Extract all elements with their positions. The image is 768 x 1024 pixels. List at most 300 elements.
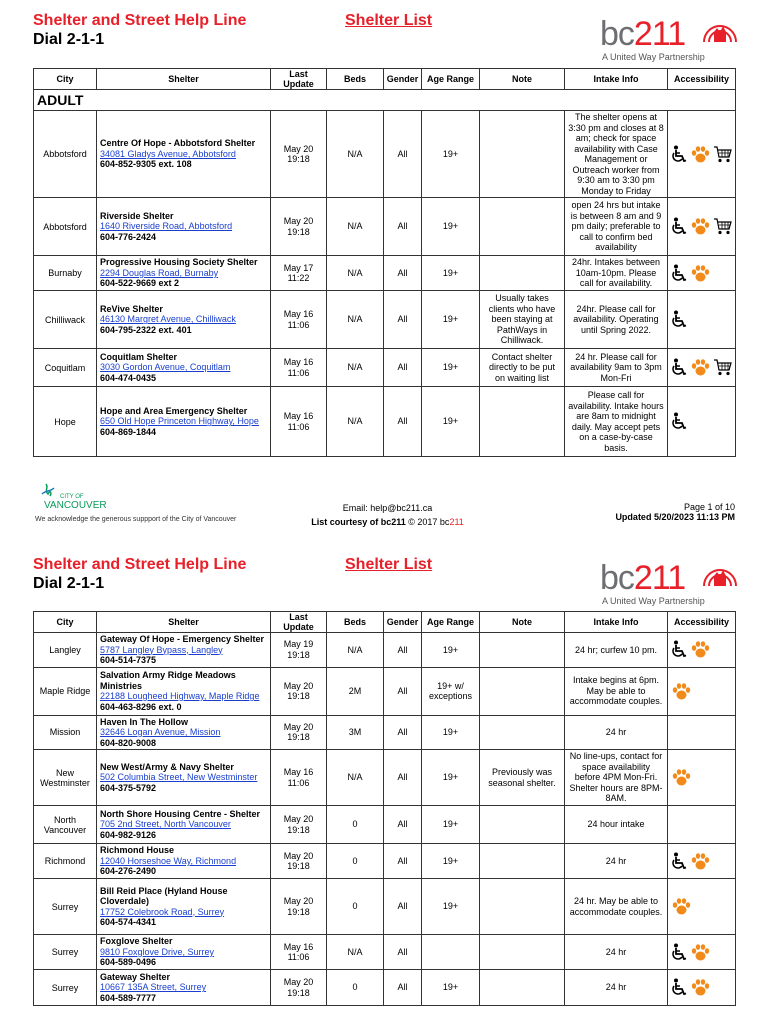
cell-last-update xyxy=(271,291,327,349)
update-date: May 20 xyxy=(283,814,314,824)
cell-last-update xyxy=(271,349,327,387)
cell-intake-info: The shelter opens at 3:30 pm and closes at 8 am; check for space availability with Case Management or Outreach worker from 9:30 am to 3:30 pm Monday to Friday xyxy=(565,111,668,198)
update-date: May 20 xyxy=(283,896,314,906)
shelter-name: Centre Of Hope - Abbotsford Shelter xyxy=(100,138,256,149)
update-time: 19:18 xyxy=(287,861,310,871)
header-dial: Dial 2-1-1 xyxy=(33,31,105,48)
shelter-address-link[interactable]: 10667 135A Street, Surrey xyxy=(100,982,207,993)
cart-icon xyxy=(713,358,732,377)
cell-city: Surrey xyxy=(34,935,97,970)
cell-beds: N/A xyxy=(327,198,384,256)
cell-note xyxy=(480,667,565,715)
update-date: May 16 xyxy=(283,941,314,952)
shelter-address-link[interactable]: 705 2nd Street, North Vancouver xyxy=(100,819,231,830)
shelter-list-link[interactable]: Shelter List xyxy=(345,556,433,573)
cell-city: Surrey xyxy=(34,970,97,1006)
cell-age-range: 19+ xyxy=(422,633,480,668)
wheelchair-icon xyxy=(671,310,688,329)
logo-subtitle: A United Way Partnership xyxy=(602,52,705,62)
cell-last-update xyxy=(271,970,327,1006)
cell-city: Langley xyxy=(34,633,97,668)
cart-icon xyxy=(713,217,732,236)
shelter-name: Riverside Shelter xyxy=(100,210,174,221)
cell-beds: 0 xyxy=(327,844,384,879)
update-time: 19:18 xyxy=(287,824,310,835)
table-row xyxy=(34,879,736,935)
shelter-phone: 604-375-5792 xyxy=(100,782,157,793)
cart-icon xyxy=(713,145,732,164)
col-accessibility: Accessibility xyxy=(668,69,736,90)
shelter-phone: 604-820-9008 xyxy=(100,737,157,748)
cell-intake-info: 24 hr. May be able to accommodate couples. xyxy=(565,879,668,935)
cell-accessibility xyxy=(668,667,736,715)
cell-age-range: 19+ xyxy=(422,256,480,291)
table-row xyxy=(34,970,736,1006)
shelter-address-link[interactable]: 5787 Langley Bypass, Langley xyxy=(100,644,223,655)
col-beds: Beds xyxy=(327,612,384,633)
cell-note xyxy=(480,198,565,256)
cell-age-range: 19+ xyxy=(422,715,480,750)
cell-shelter xyxy=(97,633,271,668)
section-row-adult xyxy=(34,90,736,111)
cell-shelter xyxy=(97,970,271,1006)
header-title: Shelter and Street Help Line xyxy=(33,12,247,29)
wheelchair-icon xyxy=(671,264,688,283)
cell-shelter xyxy=(97,387,271,457)
cell-note xyxy=(480,715,565,750)
cell-accessibility xyxy=(668,935,736,970)
cell-last-update xyxy=(271,715,327,750)
cell-intake-info: 24 hr; curfew 10 pm. xyxy=(565,633,668,668)
cell-shelter xyxy=(97,806,271,844)
update-date: May 16 xyxy=(283,411,314,421)
table-row xyxy=(34,667,736,715)
shelter-name: Progressive Housing Society Shelter xyxy=(100,257,258,268)
cell-beds: N/A xyxy=(327,935,384,970)
cell-shelter xyxy=(97,111,271,198)
update-time: 11:06 xyxy=(287,421,310,432)
wheelchair-icon xyxy=(671,217,688,236)
cell-note xyxy=(480,111,565,198)
cell-beds: N/A xyxy=(327,349,384,387)
cell-gender: All xyxy=(384,111,422,198)
cell-city: Maple Ridge xyxy=(34,667,97,715)
cell-shelter xyxy=(97,844,271,879)
update-date: May 20 xyxy=(283,143,314,154)
logo-num-text: 211 xyxy=(633,559,686,597)
update-date: May 16 xyxy=(283,767,314,777)
shelter-address-link[interactable]: 34081 Gladys Avenue, Abbotsford xyxy=(100,148,236,159)
cell-note xyxy=(480,935,565,970)
update-date: May 19 xyxy=(283,639,314,650)
update-time: 19:18 xyxy=(287,691,310,701)
update-time: 19:18 xyxy=(287,649,310,660)
cell-last-update xyxy=(271,633,327,668)
cov-city-text: CITY OF xyxy=(60,494,84,500)
cell-city: Mission xyxy=(34,715,97,750)
table-row xyxy=(34,844,736,879)
cell-last-update xyxy=(271,806,327,844)
cell-note: Usually takes clients who have been staying at PathWays in Chilliwack. xyxy=(480,291,565,349)
footer-contact xyxy=(300,503,475,527)
update-time: 19:18 xyxy=(287,226,310,237)
paw-icon xyxy=(671,768,692,787)
shelter-phone: 604-776-2424 xyxy=(100,231,157,242)
shelter-phone: 604-514-7375 xyxy=(100,655,157,665)
shelter-address-link[interactable]: 12040 Horseshoe Way, Richmond xyxy=(100,855,237,866)
update-time: 11:06 xyxy=(287,777,310,788)
cell-gender: All xyxy=(384,715,422,750)
update-time: 11:06 xyxy=(287,952,310,962)
shelter-list-link[interactable]: Shelter List xyxy=(345,12,433,29)
cell-note: Previously was seasonal shelter. xyxy=(480,750,565,806)
wheelchair-icon xyxy=(671,943,688,962)
col-gender: Gender xyxy=(384,69,422,90)
united-way-hand-icon xyxy=(700,14,740,44)
cell-accessibility xyxy=(668,256,736,291)
cell-city: New Westminster xyxy=(34,750,97,806)
paw-icon xyxy=(690,264,711,283)
shelter-table-page-1 xyxy=(33,68,736,457)
col-gender: Gender xyxy=(384,612,422,633)
cell-accessibility xyxy=(668,633,736,668)
shelter-address-link[interactable]: 9810 Foxglove Drive, Surrey xyxy=(100,946,215,957)
cell-city: Chilliwack xyxy=(34,291,97,349)
table-row xyxy=(34,349,736,387)
shelter-phone: 604-522-9669 ext 2 xyxy=(100,278,180,289)
cell-shelter xyxy=(97,667,271,715)
col-accessibility: Accessibility xyxy=(668,612,736,633)
table-row xyxy=(34,806,736,844)
cell-last-update xyxy=(271,879,327,935)
logo-bc-text: bc xyxy=(600,15,634,53)
cell-note xyxy=(480,879,565,935)
cell-gender: All xyxy=(384,970,422,1006)
cell-last-update xyxy=(271,256,327,291)
cell-last-update xyxy=(271,844,327,879)
cell-intake-info: 24 hr xyxy=(565,970,668,1006)
header-title: Shelter and Street Help Line xyxy=(33,556,247,573)
paw-icon xyxy=(671,682,692,701)
cell-beds: N/A xyxy=(327,256,384,291)
cell-accessibility xyxy=(668,111,736,198)
col-shelter: Shelter xyxy=(97,612,271,633)
update-time: 19:18 xyxy=(287,154,310,164)
bc211-logo xyxy=(600,558,740,610)
col-age-range: Age Range xyxy=(422,612,480,633)
cell-accessibility xyxy=(668,750,736,806)
paw-icon xyxy=(690,217,711,236)
update-date: May 20 xyxy=(283,977,314,987)
col-intake-info: Intake Info xyxy=(565,69,668,90)
shelter-phone: 604-589-7777 xyxy=(100,992,157,1003)
cell-note xyxy=(480,633,565,668)
cell-intake-info: 24 hr. Please call for availability 9am to 3pm Mon-Fri xyxy=(565,349,668,387)
cell-beds: 0 xyxy=(327,970,384,1006)
shelter-name: Richmond House xyxy=(100,845,175,856)
cell-age-range: 19+ xyxy=(422,198,480,256)
cell-intake-info: open 24 hrs but intake is between 8 am and 9 pm daily; preferable to call to confirm bed availability xyxy=(565,198,668,256)
cell-gender: All xyxy=(384,633,422,668)
shelter-name: North Shore Housing Centre - Shelter xyxy=(100,808,261,819)
cell-accessibility xyxy=(668,387,736,457)
paw-icon xyxy=(690,640,711,659)
cell-note xyxy=(480,256,565,291)
update-date: May 20 xyxy=(283,721,314,732)
update-time: 19:18 xyxy=(287,732,310,743)
update-time: 11:22 xyxy=(287,273,310,283)
cell-gender: All xyxy=(384,879,422,935)
shelter-name: Hope and Area Emergency Shelter xyxy=(100,405,248,416)
page-2 xyxy=(0,544,768,1024)
cell-age-range: 19+ xyxy=(422,750,480,806)
cell-city: Burnaby xyxy=(34,256,97,291)
cell-beds: N/A xyxy=(327,633,384,668)
update-time: 11:06 xyxy=(287,367,310,378)
cell-gender: All xyxy=(384,750,422,806)
table-header-row xyxy=(34,69,736,90)
cell-last-update xyxy=(271,667,327,715)
table-row xyxy=(34,111,736,198)
cell-accessibility xyxy=(668,806,736,844)
cell-shelter xyxy=(97,935,271,970)
cell-intake-info: Please call for availability. Intake hours are 8am to midnight daily. May accept pets on a case-by-case basis. xyxy=(565,387,668,457)
shelter-phone: 604-795-2322 ext. 401 xyxy=(100,324,192,335)
shelter-name: Gateway Shelter xyxy=(100,971,171,982)
cell-beds: 0 xyxy=(327,806,384,844)
shelter-name: Bill Reid Place (Hyland House Cloverdale) xyxy=(100,885,228,906)
update-date: May 17 xyxy=(283,262,314,273)
cell-accessibility xyxy=(668,198,736,256)
cell-last-update xyxy=(271,935,327,970)
wheelchair-icon xyxy=(671,412,688,431)
cell-shelter xyxy=(97,879,271,935)
footer-copyright-num: 211 xyxy=(449,517,464,527)
cell-age-range: 19+ xyxy=(422,291,480,349)
cell-gender: All xyxy=(384,291,422,349)
cell-note xyxy=(480,387,565,457)
cell-intake-info: 24hr. Please call for availability. Operating until Spring 2022. xyxy=(565,291,668,349)
shelter-address-link[interactable]: 3030 Gordon Avenue, Coquitlam xyxy=(100,362,231,373)
shelter-address-link[interactable]: 502 Columbia Street, New Westminster xyxy=(100,772,258,783)
header-dial: Dial 2-1-1 xyxy=(33,575,105,592)
shelter-name: Haven In The Hollow xyxy=(100,716,189,727)
cell-note: Contact shelter directly to be put on waiting list xyxy=(480,349,565,387)
col-beds: Beds xyxy=(327,69,384,90)
cell-age-range: 19+ w/ exceptions xyxy=(422,667,480,715)
shelter-address-link[interactable]: 32646 Logan Avenue, Mission xyxy=(100,727,221,737)
cell-age-range: 19+ xyxy=(422,970,480,1006)
shelter-phone: 604-869-1844 xyxy=(100,426,157,437)
col-intake-info: Intake Info xyxy=(565,612,668,633)
cell-city: Coquitlam xyxy=(34,349,97,387)
cell-beds: N/A xyxy=(327,291,384,349)
cell-beds: 3M xyxy=(327,715,384,750)
table-header-row xyxy=(34,612,736,633)
shelter-name: Coquitlam Shelter xyxy=(100,351,178,362)
acknowledgement-text: We acknowledge the generous suppport of the City of Vancouver xyxy=(35,516,237,523)
update-time: 19:18 xyxy=(287,987,310,998)
paw-icon xyxy=(690,145,711,164)
cell-gender: All xyxy=(384,806,422,844)
shelter-address-link[interactable]: 46130 Margret Avenue, Chilliwack xyxy=(100,314,236,325)
paw-icon xyxy=(690,943,711,962)
cell-age-range: 19+ xyxy=(422,844,480,879)
cell-shelter xyxy=(97,349,271,387)
logo-num-text: 211 xyxy=(633,15,686,53)
table-row xyxy=(34,291,736,349)
cell-gender: All xyxy=(384,387,422,457)
section-label-adult: ADULT xyxy=(34,90,736,111)
table-row xyxy=(34,935,736,970)
cell-beds: N/A xyxy=(327,387,384,457)
cell-shelter xyxy=(97,291,271,349)
cell-age-range: 19+ xyxy=(422,806,480,844)
logo-bc-text: bc xyxy=(600,559,634,597)
paw-icon xyxy=(690,852,711,871)
table-row xyxy=(34,715,736,750)
updated-timestamp: Updated 5/20/2023 11:13 PM xyxy=(615,512,735,522)
update-date: May 20 xyxy=(283,216,314,226)
cell-city: North Vancouver xyxy=(34,806,97,844)
cell-intake-info: No line-ups, contact for space availability before 4PM Mon-Fri. Shelter hours are 8PM-8AM. xyxy=(565,750,668,806)
col-shelter: Shelter xyxy=(97,69,271,90)
wheelchair-icon xyxy=(671,852,688,871)
vancouver-flame-icon xyxy=(40,480,120,510)
paw-icon xyxy=(690,358,711,377)
col-note: Note xyxy=(480,69,565,90)
col-note: Note xyxy=(480,612,565,633)
cell-city: Surrey xyxy=(34,879,97,935)
paw-icon xyxy=(671,897,692,916)
shelter-address-link[interactable]: 1640 Riverside Road, Abbotsford xyxy=(100,221,233,232)
col-city: City xyxy=(34,69,97,90)
shelter-phone: 604-463-8296 ext. 0 xyxy=(100,701,182,712)
cell-beds: N/A xyxy=(327,111,384,198)
cell-last-update xyxy=(271,387,327,457)
wheelchair-icon xyxy=(671,358,688,377)
cell-city: Hope xyxy=(34,387,97,457)
table-row xyxy=(34,633,736,668)
cell-note xyxy=(480,806,565,844)
cell-intake-info: 24hr. Intakes between 10am-10pm. Please call for availability. xyxy=(565,256,668,291)
cell-accessibility xyxy=(668,349,736,387)
cell-beds: 0 xyxy=(327,879,384,935)
cell-intake-info: 24 hour intake xyxy=(565,806,668,844)
col-last-update: Last Update xyxy=(271,612,327,633)
cell-note xyxy=(480,844,565,879)
cell-last-update xyxy=(271,198,327,256)
shelter-name: Salvation Army Ridge Meadows Ministries xyxy=(100,670,236,691)
col-city: City xyxy=(34,612,97,633)
cell-gender: All xyxy=(384,935,422,970)
shelter-phone: 604-276-2490 xyxy=(100,866,157,877)
cell-note xyxy=(480,970,565,1006)
update-date: May 16 xyxy=(283,357,314,367)
shelter-phone: 604-982-9126 xyxy=(100,829,157,840)
shelter-address-link[interactable]: 22188 Lougheed Highway, Maple Ridge xyxy=(100,691,260,701)
footer-page-info xyxy=(615,502,735,522)
cell-intake-info: Intake begins at 6pm. May be able to accommodate couples. xyxy=(565,667,668,715)
cell-last-update xyxy=(271,750,327,806)
cell-age-range: 19+ xyxy=(422,387,480,457)
paw-icon xyxy=(690,978,711,997)
wheelchair-icon xyxy=(671,145,688,164)
cell-beds: N/A xyxy=(327,750,384,806)
cell-city: Abbotsford xyxy=(34,111,97,198)
footer-email[interactable]: Email: help@bc211.ca xyxy=(342,503,433,513)
cell-gender: All xyxy=(384,349,422,387)
cell-age-range: 19+ xyxy=(422,349,480,387)
cell-accessibility xyxy=(668,715,736,750)
update-time: 11:06 xyxy=(287,319,310,330)
logo-subtitle: A United Way Partnership xyxy=(602,596,705,606)
shelter-name: ReVive Shelter xyxy=(100,303,163,314)
cell-gender: All xyxy=(384,667,422,715)
update-time: 19:18 xyxy=(287,906,310,917)
wheelchair-icon xyxy=(671,640,688,659)
cell-city: Richmond xyxy=(34,844,97,879)
shelter-name: Foxglove Shelter xyxy=(100,936,173,947)
cov-name-text: VANCOUVER xyxy=(44,500,107,510)
cell-age-range xyxy=(422,935,480,970)
cell-beds: 2M xyxy=(327,667,384,715)
table-row xyxy=(34,387,736,457)
shelter-address-link[interactable]: 2294 Douglas Road, Burnaby xyxy=(100,267,219,278)
update-date: May 20 xyxy=(283,850,314,861)
cell-intake-info: 24 hr xyxy=(565,715,668,750)
cell-last-update xyxy=(271,111,327,198)
update-date: May 20 xyxy=(283,680,314,691)
col-age-range: Age Range xyxy=(422,69,480,90)
cell-shelter xyxy=(97,256,271,291)
cell-age-range: 19+ xyxy=(422,879,480,935)
cell-accessibility xyxy=(668,970,736,1006)
cell-age-range: 19+ xyxy=(422,111,480,198)
table-row xyxy=(34,750,736,806)
cell-shelter xyxy=(97,715,271,750)
cell-gender: All xyxy=(384,256,422,291)
table-row xyxy=(34,198,736,256)
shelter-address-link[interactable]: 650 Old Hope Princeton Highway, Hope xyxy=(100,416,259,427)
united-way-hand-icon xyxy=(700,558,740,588)
shelter-phone: 604-474-0435 xyxy=(100,372,157,383)
shelter-phone: 604-589-0496 xyxy=(100,957,157,968)
cell-gender: All xyxy=(384,198,422,256)
cell-gender: All xyxy=(384,844,422,879)
shelter-table-page-2 xyxy=(33,611,736,1006)
cell-intake-info: 24 hr xyxy=(565,935,668,970)
cell-intake-info: 24 hr xyxy=(565,844,668,879)
page-number: Page 1 of 10 xyxy=(683,502,735,512)
cell-accessibility xyxy=(668,291,736,349)
table-row xyxy=(34,256,736,291)
shelter-address-link[interactable]: 17752 Colebrook Road, Surrey xyxy=(100,906,225,917)
cell-shelter xyxy=(97,198,271,256)
footer-courtesy: List courtesy of bc211 xyxy=(311,517,406,527)
col-last-update: Last Update xyxy=(271,69,327,90)
cell-accessibility xyxy=(668,844,736,879)
update-date: May 16 xyxy=(283,309,314,319)
cell-city: Abbotsford xyxy=(34,198,97,256)
cell-accessibility xyxy=(668,879,736,935)
shelter-phone: 604-574-4341 xyxy=(100,917,157,927)
shelter-phone: 604-852-9305 ext. 108 xyxy=(100,159,192,170)
cell-shelter xyxy=(97,750,271,806)
footer-copyright: © 2017 bc xyxy=(408,517,450,527)
wheelchair-icon xyxy=(671,978,688,997)
shelter-name: New West/Army & Navy Shelter xyxy=(100,761,234,772)
